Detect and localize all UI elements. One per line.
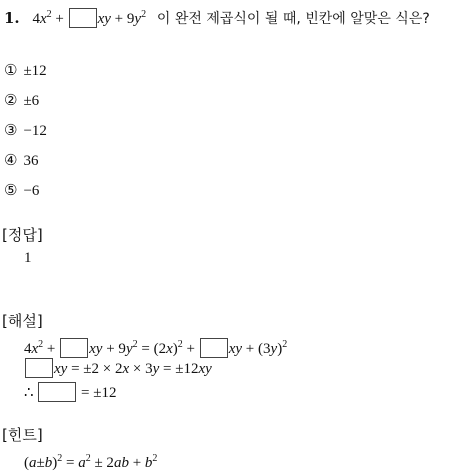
question-text: 이 완전 제곱식이 될 때, 빈칸에 알맞은 식은? [156,11,430,27]
question-number: 1. [4,9,20,27]
answer-value: 1 [24,250,32,266]
choice-value: −12 [23,123,47,139]
answer-blank [60,338,88,358]
question-expression: $4x^2$ + xy + $9y^2$ [32,9,147,27]
choice-item-5[interactable] [4,180,39,201]
solution-line-2: xy = ±2 × 2x × 3y = ±12xy [24,358,212,379]
choice-value: 36 [23,153,39,169]
choice-marker: ④ [4,151,18,169]
choice-item-4[interactable] [4,150,38,171]
answer-blank [69,8,97,28]
choice-item-3[interactable] [4,120,47,141]
hint-formula: $(a\pm b)^2 = a^2 \pm 2ab + b^2$ [24,453,158,471]
answer-blank [200,338,228,358]
choice-marker: ① [4,61,18,79]
choice-marker: ⑤ [4,181,18,199]
question-line [4,5,430,29]
choice-marker: ② [4,91,18,109]
choice-value: ±12 [23,63,47,79]
choice-item-2[interactable] [4,90,39,111]
answer-blank [25,358,53,378]
solution-line-3: ∴ = ±12 [24,382,117,403]
solution-label: [해설] [2,312,43,330]
hint-label: [힌트] [2,426,43,444]
answer-label: [정답] [2,226,43,244]
answer-blank [38,382,76,402]
choice-marker: ③ [4,121,18,139]
choice-value: −6 [23,183,40,199]
choice-value: ±6 [23,93,40,109]
choice-item-1[interactable] [4,60,47,81]
solution-line-1: $4x^2$ + xy + $9y^2 = (2x)^2$ + xy + $(3y)^2$ [24,339,288,357]
